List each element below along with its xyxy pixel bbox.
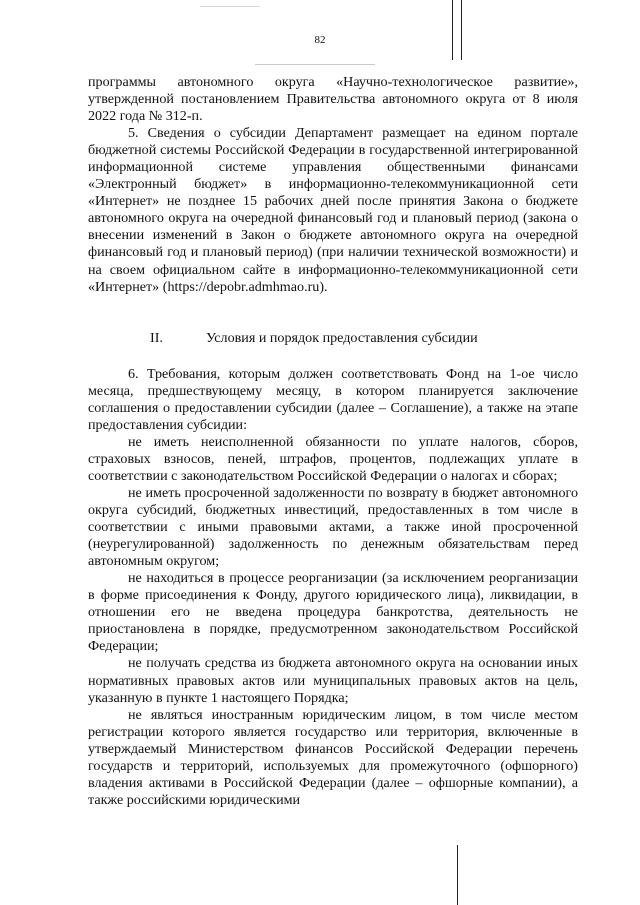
scan-fold-line xyxy=(452,0,453,60)
document-body xyxy=(88,74,578,809)
requirement-item: не иметь неисполненной обязанности по уплате налогов, сборов, страховых взносов, пеней, штрафов, процентов, подлежащих уплате в соответствии с законодательством Российской Федерации о налогах и сборах; xyxy=(88,433,578,484)
section-heading xyxy=(88,330,578,347)
intro-continuation: программы автономного округа «Научно-технологическое развитие», утвержденной постановлением Правительства автономного округа от 8 июля 2022 года № 312-п. xyxy=(88,74,578,125)
paragraph-5: 5. Сведения о субсидии Департамент размещает на едином портале бюджетной системы Российской Федерации в государственной интегрированной информационной системе управления общественными финансами «Электронный бюджет» в информационно-телекоммуникационной сети «Интернет» не позднее 15 рабочих дней после принятия Закона о бюджете автономного округа на очередной финансовый год и плановый период (закона о внесении изменений в Закон о бюджете автономного округа на очередной финансовый год и плановый период) (при наличии технической возможности) и на своем официальном сайте в информационно-телекоммуникационной сети «Интернет» (https://depobr.admhmao.ru). xyxy=(88,125,578,295)
scan-fold-line xyxy=(457,845,458,905)
scan-artifact xyxy=(200,6,260,7)
requirement-item: не находиться в процессе реорганизации (за исключением реорганизации в форме присоединения к Фонду, другого юридического лица), ликвидации, в отношении его не введена процедура банкротства, деятельность не приостановлена в порядке, предусмотренном законодательством Российской Федерации; xyxy=(88,570,578,655)
requirement-item: не являться иностранным юридическим лицом, в том числе местом регистрации которого является государство или территория, включенные в утверждаемый Министерством финансов Российской Федерации перечень государств и территорий, используемых для промежуточного (офшорного) владения активами в Российской Федерации (далее – офшорные компании), а также российскими юридическими xyxy=(88,706,578,808)
paragraph-6-intro: 6. Требования, которым должен соответствовать Фонд на 1-ое число месяца, предшествующему месяцу, в котором планируется заключение соглашения о предоставлении субсидии (далее – Соглашение), а также на этапе предоставления субсидии: xyxy=(88,365,578,433)
section-title: Условия и порядок предоставления субсидии xyxy=(206,329,478,346)
page-number: 82 xyxy=(314,34,326,46)
section-number: II. xyxy=(150,329,163,346)
requirement-item: не иметь просроченной задолженности по возврату в бюджет автономного округа субсидий, бюджетных инвестиций, предоставленных в том числе в соответствии с иными правовыми актами, а также иной просроченной (неурегулированной) задолженность по денежным обязательствам перед автономным округом; xyxy=(88,484,578,570)
requirement-item: не получать средства из бюджета автономного округа на основании иных нормативных правовых актов или муниципальных правовых актов на цель, указанную в пункте 1 настоящего Порядка; xyxy=(88,655,578,706)
scan-fold-line xyxy=(461,0,462,60)
scan-artifact xyxy=(255,64,375,65)
